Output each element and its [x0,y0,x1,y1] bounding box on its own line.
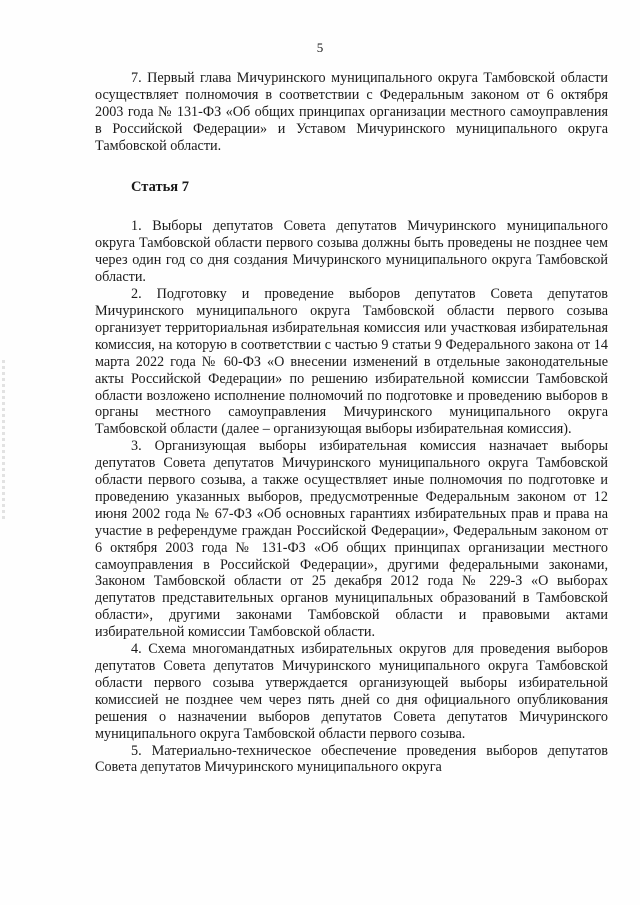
article-item-5: 5. Материально-техническое обеспечение проведения выборов депутатов Совета депутатов Мичуринского муниципального округа [95,742,608,776]
article-item-2: 2. Подготовку и проведение выборов депутатов Совета депутатов Мичуринского муниципального округа Тамбовской области первого созыва организует территориальная избирательная комиссия или участковая избирательная комиссия, на которую в соответствии с частью 9 статьи 9 Федерального закона от 14 марта 2022 года № 60-ФЗ «О внесении изменений в отдельные законодательные акты Российской Федерации» по решению избирательной комиссии Тамбовской области возложено исполнение полномочий по подготовке и проведению выборов в органы местного самоуправления Мичуринского муниципального округа Тамбовской области (далее – организующая выборы избирательная комиссия). [95,286,608,438]
article-item-4: 4. Схема многомандатных избирательных округов для проведения выборов депутатов Совета депутатов Мичуринского муниципального округа Тамбовской области первого созыва утверждается организующей выборы избирательной комиссией не позднее чем через пять дней со дня официального опубликования решения о назначении выборов депутатов Совета депутатов Мичуринского муниципального округа Тамбовской области первого созыва. [95,641,608,742]
document-body [95,70,608,776]
paragraph-7: 7. Первый глава Мичуринского муниципального округа Тамбовской области осуществляет полномочия в соответствии с Федеральным законом от 6 октября 2003 года № 131-ФЗ «Об общих принципах организации местного самоуправления в Российской Федерации» и Уставом Мичуринского муниципального округа Тамбовской области. [95,70,608,154]
article-item-3: 3. Организующая выборы избирательная комиссия назначает выборы депутатов Совета депутатов Мичуринского муниципального округа Тамбовской области первого созыва, а также осуществляет иные полномочия по подготовке и проведению указанных выборов, предусмотренные Федеральным законом от 12 июня 2002 года № 67-ФЗ «Об основных гарантиях избирательных прав и права на участие в референдуме граждан Российской Федерации», Федеральным законом от 6 октября 2003 года № 131-ФЗ «Об общих принципах организации местного самоуправления в Российской Федерации», другими федеральными законами, Законом Тамбовской области от 25 декабря 2012 года № 229-З «О выборах депутатов представительных органов муниципальных образований в Тамбовской области», другими законами Тамбовской области и правовыми актами избирательной комиссии Тамбовской области. [95,438,608,641]
scan-edge-artifact [2,360,5,520]
page-number: 5 [316,40,324,55]
article-item-1: 1. Выборы депутатов Совета депутатов Мичуринского муниципального округа Тамбовской области первого созыва должны быть проведены не позднее чем через один год со дня создания Мичуринского муниципального округа Тамбовской области. [95,218,608,286]
article-title: Статья 7 [131,178,189,195]
